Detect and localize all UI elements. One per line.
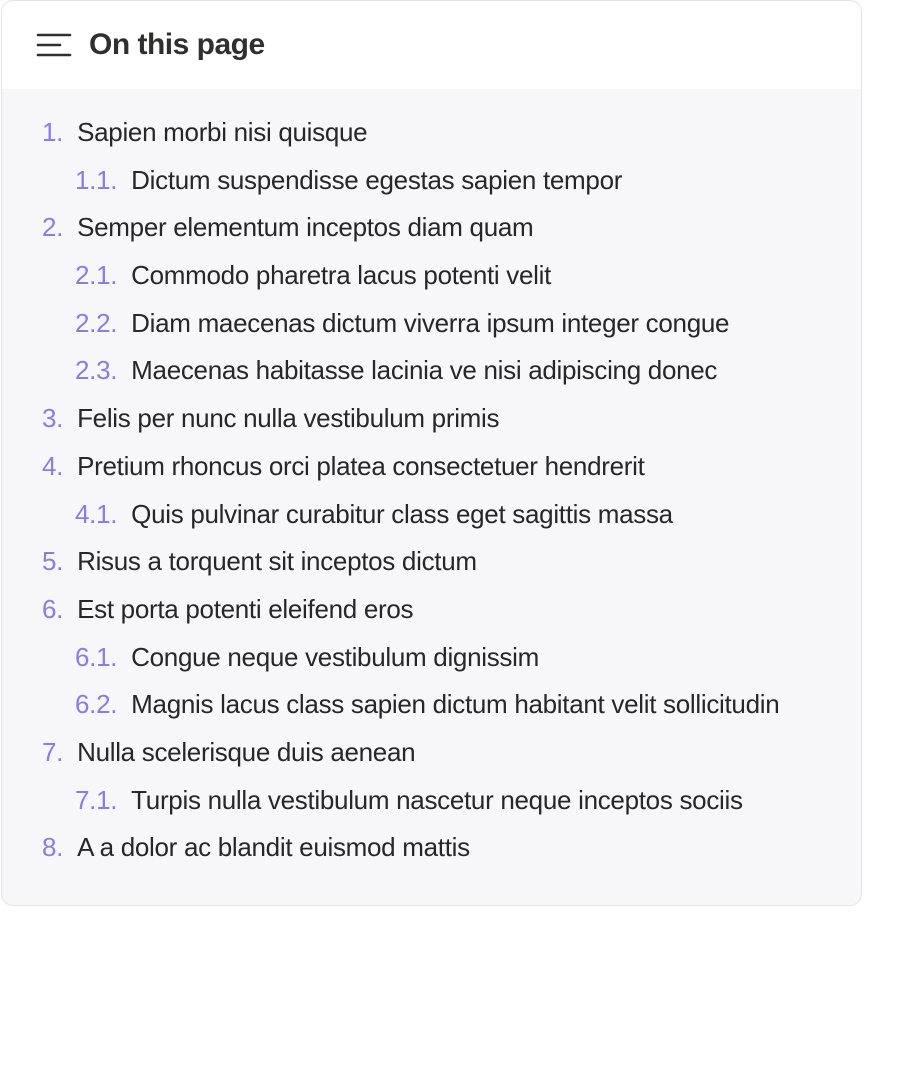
toc-item-label: Maecenas habitasse lacinia ve nisi adipiscing donec [131, 355, 718, 386]
toc-item-label: Commodo pharetra lacus potenti velit [131, 260, 552, 291]
toc-item-label: Felis per nunc nulla vestibulum primis [77, 403, 500, 434]
toc-item-6-1[interactable] [2, 642, 861, 690]
toc-item-6-2[interactable] [2, 689, 861, 737]
menu-icon[interactable] [36, 32, 72, 58]
table-of-contents [1, 0, 862, 906]
toc-item-label: Nulla scelerisque duis aenean [77, 736, 416, 767]
toc-item-8[interactable] [2, 832, 861, 880]
toc-item-number: 4. [42, 450, 64, 481]
toc-item-2-2[interactable] [2, 308, 861, 356]
toc-title: On this page [89, 28, 265, 61]
toc-item-number: 7.1. [75, 784, 118, 815]
toc-item-number: 2.3. [75, 355, 118, 386]
toc-item-label: Pretium rhoncus orci platea consectetuer hendrerit [77, 450, 645, 481]
toc-list [2, 89, 861, 880]
toc-item-number: 5. [42, 546, 64, 577]
toc-item-5[interactable] [2, 546, 861, 594]
toc-item-label: Est porta potenti eleifend eros [77, 593, 414, 624]
toc-item-number: 7. [42, 736, 64, 767]
toc-item-label: Magnis lacus class sapien dictum habitant velit sollicitudin [131, 689, 780, 720]
toc-item-1[interactable] [2, 117, 861, 165]
toc-item-4[interactable] [2, 451, 861, 499]
toc-item-label: Congue neque vestibulum dignissim [131, 641, 539, 672]
toc-item-7-1[interactable] [2, 785, 861, 833]
toc-item-2-1[interactable] [2, 260, 861, 308]
toc-item-label: Risus a torquent sit inceptos dictum [77, 546, 477, 577]
toc-item-number: 3. [42, 403, 64, 434]
toc-item-label: A a dolor ac blandit euismod mattis [77, 832, 470, 863]
toc-item-number: 2.1. [75, 260, 118, 291]
toc-item-1-1[interactable] [2, 165, 861, 213]
toc-item-label: Semper elementum inceptos diam quam [77, 212, 534, 243]
toc-item-label: Diam maecenas dictum viverra ipsum integer congue [131, 307, 730, 338]
toc-item-2-3[interactable] [2, 355, 861, 403]
toc-item-number: 6. [42, 593, 64, 624]
toc-item-2[interactable] [2, 212, 861, 260]
toc-item-7[interactable] [2, 737, 861, 785]
toc-item-number: 6.2. [75, 689, 118, 720]
toc-item-6[interactable] [2, 594, 861, 642]
toc-item-4-1[interactable] [2, 499, 861, 547]
toc-header [2, 1, 861, 89]
toc-item-label: Quis pulvinar curabitur class eget sagittis massa [131, 498, 673, 529]
toc-item-number: 2. [42, 212, 64, 243]
toc-item-3[interactable] [2, 403, 861, 451]
toc-item-number: 1.1. [75, 164, 118, 195]
toc-item-label: Sapien morbi nisi quisque [77, 117, 368, 147]
toc-item-label: Dictum suspendisse egestas sapien tempor [131, 164, 623, 195]
toc-item-label: Turpis nulla vestibulum nascetur neque inceptos sociis [131, 784, 743, 815]
toc-item-number: 6.1. [75, 641, 118, 672]
toc-item-number: 8. [42, 832, 64, 863]
toc-item-number: 2.2. [75, 307, 118, 338]
toc-item-number: 4.1. [75, 498, 118, 529]
toc-item-number: 1. [42, 117, 64, 147]
